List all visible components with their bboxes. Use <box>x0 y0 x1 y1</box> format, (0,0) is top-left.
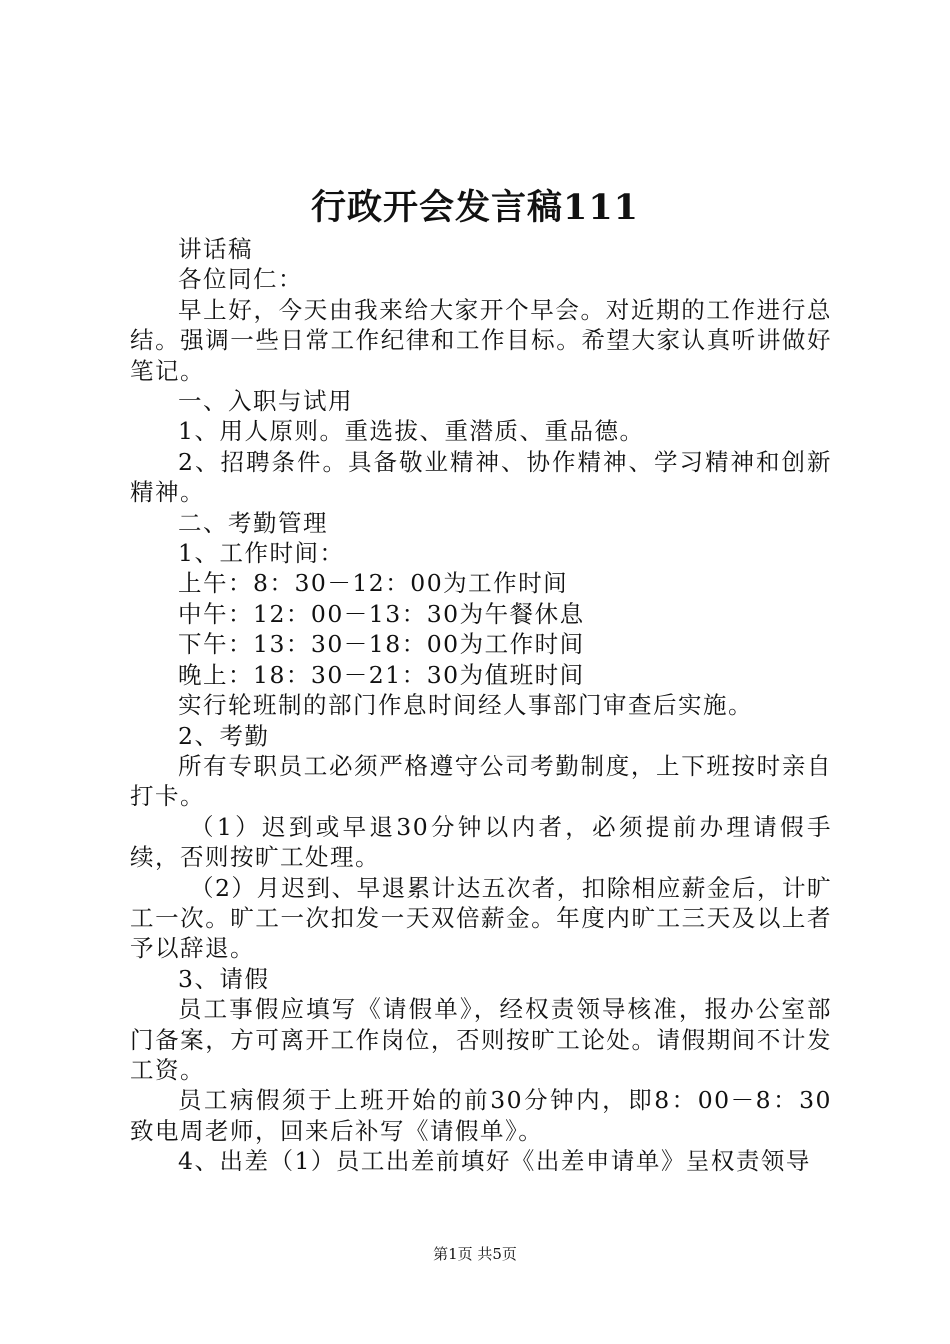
paragraph: 员工事假应填写《请假单》，经权责领导核准，报办公室部门备案，方可离开工作岗位，否则按旷工论处。请假期间不计发工资。 <box>130 995 832 1084</box>
paragraph: 3、请假 <box>178 964 270 993</box>
section-heading: 二、考勤管理 <box>178 508 328 537</box>
paragraph: 4、出差（1）员工出差前填好《出差申请单》呈权责领导 <box>178 1147 811 1176</box>
document-title: 行政开会发言稿111 <box>310 187 640 228</box>
paragraph: 实行轮班制的部门作息时间经人事部门审查后实施。 <box>178 691 753 720</box>
paragraph: 2、考勤 <box>178 721 270 750</box>
paragraph: 2、招聘条件。具备敬业精神、协作精神、学习精神和创新精神。 <box>130 447 832 507</box>
document-body <box>130 234 832 1177</box>
paragraph: 所有专职员工必须严格遵守公司考勤制度，上下班按时亲自打卡。 <box>130 751 832 811</box>
paragraph: （2）月迟到、早退累计达五次者，扣除相应薪金后，计旷工一次。旷工一次扣发一天双倍薪金。年度内旷工三天及以上者予以辞退。 <box>130 873 832 963</box>
schedule-line: 上午：8：30－12：00为工作时间 <box>178 569 569 598</box>
paragraph: 各位同仁： <box>178 265 303 294</box>
page-number: 第1页 共5页 <box>433 1245 517 1263</box>
paragraph: 1、工作时间： <box>178 539 345 568</box>
paragraph: 讲话稿 <box>178 235 253 263</box>
paragraph: 员工病假须于上班开始的前30分钟内，即8：00－8：30致电周老师，回来后补写《请假单》。 <box>130 1086 832 1145</box>
schedule-line: 下午：13：30－18：00为工作时间 <box>178 630 585 659</box>
schedule-line: 中午：12：00－13：30为午餐休息 <box>178 599 585 628</box>
schedule-line: 晚上：18：30－21：30为值班时间 <box>178 660 585 689</box>
paragraph: 早上好，今天由我来给大家开个早会。对近期的工作进行总结。强调一些日常工作纪律和工作目标。希望大家认真听讲做好笔记。 <box>130 295 832 385</box>
paragraph: 1、用人原则。重选拔、重潜质、重品德。 <box>178 417 645 446</box>
paragraph: （1）迟到或早退30分钟以内者，必须提前办理请假手续，否则按旷工处理。 <box>130 812 832 872</box>
section-heading: 一、入职与试用 <box>178 387 353 416</box>
